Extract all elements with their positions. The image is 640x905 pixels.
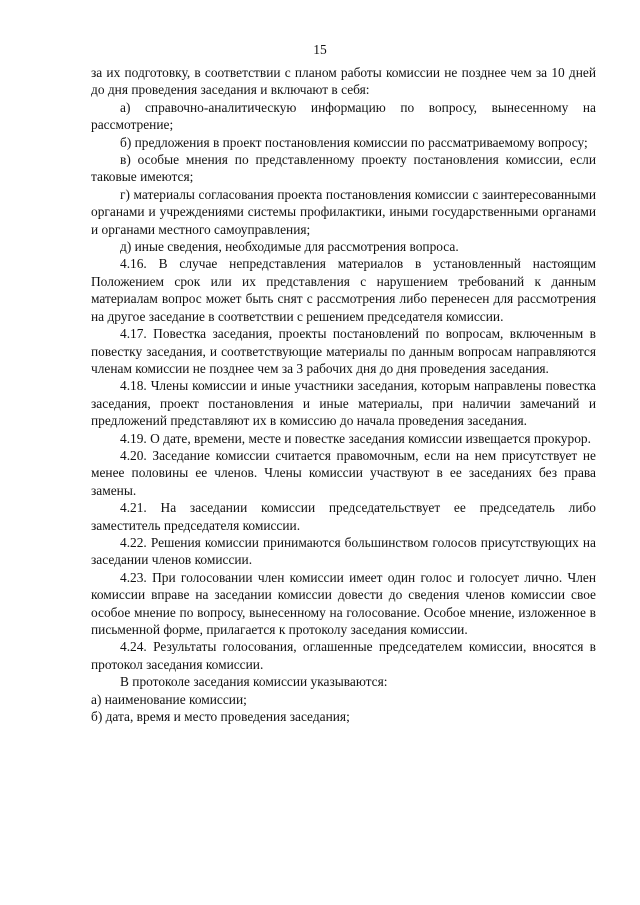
list-item-v: в) особые мнения по представленному проекту постановления комиссии, если таковые имеются;: [91, 152, 596, 185]
list-item-a: а) справочно-аналитическую информацию по вопросу, вынесенному на рассмотрение;: [91, 99, 596, 133]
page-number: 15: [313, 42, 327, 57]
clause-4-24: 4.24. Результаты голосования, оглашенные председателем комиссии, вносятся в протокол заседания комиссии.: [91, 639, 596, 672]
protocol-intro: В протоколе заседания комиссии указываются:: [120, 674, 388, 690]
clause-4-22: 4.22. Решения комиссии принимаются большинством голосов присутствующих на заседании членов комиссии.: [91, 534, 596, 568]
protocol-item-b: б) дата, время и место проведения заседания;: [91, 709, 350, 725]
clause-4-20: 4.20. Заседание комиссии считается правомочным, если на нем присутствует не менее половины ее членов. Члены комиссии участвуют в ее заседаниях без права замены.: [91, 447, 596, 498]
list-item-d: д) иные сведения, необходимые для рассмотрения вопроса.: [120, 239, 459, 255]
clause-4-18: 4.18. Члены комиссии и иные участники заседания, которым направлены повестка заседания, проект постановления и иные материалы, при наличии замечаний и предложений представляют их в комиссию до начала проведения заседания.: [91, 378, 596, 429]
paragraph-continuation: за их подготовку, в соответствии с планом работы комиссии не позднее чем за 10 дней до дня проведения заседания и включают в себя:: [91, 65, 596, 98]
clause-4-19: 4.19. О дате, времени, месте и повестке заседания комиссии извещается прокурор.: [120, 430, 591, 446]
protocol-item-a: а) наименование комиссии;: [91, 691, 247, 707]
list-item-b: б) предложения в проект постановления комиссии по рассматриваемому вопросу;: [120, 134, 588, 150]
clause-4-23: 4.23. При голосовании член комиссии имеет один голос и голосует лично. Член комиссии вправе на заседании комиссии довести до сведения членов комиссии свое особое мнение по вопросу, вынесенному на голосование. Особое мнение, изложенное в письменной форме, прилагается к протоколу заседания комиссии.: [91, 569, 596, 637]
document-body: [91, 64, 596, 725]
list-item-g: г) материалы согласования проекта постановления комиссии с заинтересованными органами и учреждениями системы профилактики, иными государственными органами и органами местного самоуправления;: [91, 186, 596, 237]
clause-4-21: 4.21. На заседании комиссии председательствует ее председатель либо заместитель председателя комиссии.: [91, 500, 596, 533]
clause-4-17: 4.17. Повестка заседания, проекты постановлений по вопросам, включенным в повестку заседания, и соответствующие материалы по данным вопросам направляются членам комиссии не позднее чем за 3 рабочих дня до дня проведения заседания.: [91, 326, 596, 376]
clause-4-16: 4.16. В случае непредставления материалов в установленный настоящим Положением срок или их представления с нарушением требований к данным материалам вопрос может быть снят с рассмотрения либо перенесен для рассмотрения на другое заседание в соответствии с решением председателя комиссии.: [91, 256, 596, 324]
